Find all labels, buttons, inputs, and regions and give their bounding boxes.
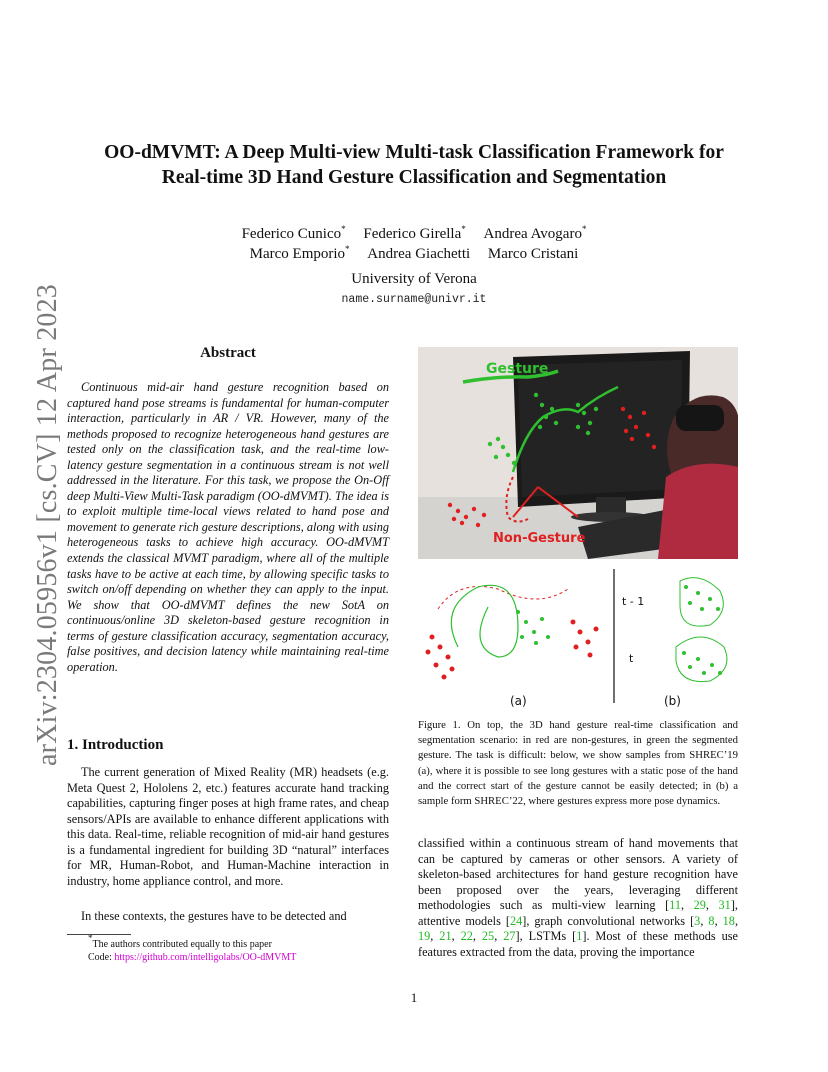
- author: Andrea Avogaro*: [483, 224, 587, 242]
- author: Federico Girella*: [363, 224, 466, 242]
- citation-link[interactable]: 11: [669, 898, 682, 913]
- title-line-1: OO-dMVMT: A Deep Multi-view Multi-task Classification Framework for: [104, 142, 724, 163]
- citation-link[interactable]: 29: [693, 898, 706, 913]
- citation-link[interactable]: 21: [439, 929, 452, 944]
- author-row-1: [150, 224, 678, 244]
- panel-b-skeletons: [676, 578, 727, 682]
- author: Federico Cunico*: [241, 224, 346, 242]
- figure-illustration: [418, 347, 738, 709]
- citation-link[interactable]: 8: [708, 913, 715, 928]
- author: Marco Cristani: [487, 246, 579, 262]
- label-b: (b): [664, 694, 681, 708]
- citation-link[interactable]: 1: [576, 929, 583, 944]
- email: name.surname@univr.it: [341, 293, 487, 306]
- figure-1-caption: Figure 1. On top, the 3D hand gesture real-time classification and segmentation scenario: in red are non-gestures, in green the segmented gesture. The task is difficult: below, we show samples from SHREC’19 (a), where it is possible to see long gestures with a static pose of the hand and the correct start of the gesture cannot be easily detected; in (b) a sample form SHREC’22, where gestures express more pose dynamics.: [418, 719, 738, 808]
- citation-link[interactable]: 31: [718, 898, 731, 913]
- citation-link[interactable]: 19: [418, 929, 431, 944]
- intro-paragraph-1: The current generation of Mixed Reality (MR) headsets (e.g. Meta Quest 2, Hololens 2, etc.) features accurate hand tracking capabilities, capturing finger poses at high frame rates, and cheap sensors/APIs are available to enhance different applications with this data. Real-time, reliable recognition of mid-air hand gestures is a fundamental ingredient for building 3D “natural” interfaces for MR, Human-Robot, and Human-Machine interaction in industry, home appliance control, and more.: [67, 765, 389, 888]
- paper-title: [60, 140, 768, 190]
- figure-photo: [418, 347, 738, 559]
- label-gesture: Gesture: [486, 361, 549, 377]
- arxiv-id: arXiv:2304.05956v1 [cs.CV] 12 Apr 2023: [32, 283, 63, 767]
- section-heading-introduction: 1. Introduction: [67, 737, 164, 753]
- abstract-heading: Abstract: [200, 345, 256, 361]
- author-row-2: [150, 244, 678, 264]
- citation-link[interactable]: 22: [460, 929, 473, 944]
- right-column-paragraph: classified within a continuous stream of hand movements that can be captured by cameras or other sensors. A variety of skeleton-based architectures for hand gesture recognition have been proposed over the years, leveraging different methodologies such as multi-view learning [11, 29, 31], attentive models [24], graph convolutional networks [3, 8, 18, 19, 21, 22, 25, 27], LSTMs [1]. Most of these methods use features extracted from the data, proving the importance: [418, 836, 739, 959]
- abstract-text: Continuous mid-air hand gesture recognition based on captured hand pose streams is fundamental for human-computer interaction, particularly in AR / VR. However, many of the methods proposed to recognize heterogeneous hand gestures are tested only on the classification task, and the real-time low-latency gesture segmentation in a continuous stream is not well addressed in the literature. For this task, we propose the On-Off deep Multi-View Multi-Task paradigm (OO-dMVMT). The idea is to exploit multiple time-local views related to hand pose and movement to generate rich gesture descriptions, along with using heterogeneous tasks to achieve high accuracy. OO-dMVMT extends the classical MVMT paradigm, where all of the multiple tasks have to be active at each time, by allowing specific tasks to switch on/off depending on whether they can apply to the input. We show that OO-dMVMT defines the new SotA on continuous/online 3D skeleton-based gesture recognition in terms of gesture classification accuracy, segmentation accuracy, false positives, and decision latency while maintaining real-time operation.: [67, 380, 389, 674]
- footnote-authors: *The authors contributed equally to this paper: [88, 933, 272, 950]
- affiliation: University of Verona: [351, 271, 477, 287]
- label-non-gesture: Non-Gesture: [493, 531, 586, 546]
- label-t-minus-1: t - 1: [622, 595, 645, 608]
- citation-link[interactable]: 25: [481, 929, 495, 944]
- author: Marco Emporio*: [249, 244, 350, 262]
- panel-a-skeletons: [426, 585, 598, 679]
- citation-link[interactable]: 18: [722, 913, 735, 928]
- label-a: (a): [510, 694, 527, 708]
- title-line-2: Real-time 3D Hand Gesture Classification and Segmentation: [161, 167, 667, 188]
- footnote-rule: [67, 934, 131, 935]
- footnote-code: Code: https://github.com/intelligolabs/OO-dMVMT: [88, 952, 297, 963]
- author: Andrea Giachetti: [367, 246, 471, 262]
- citation-link[interactable]: 3: [694, 913, 701, 928]
- intro-paragraph-2: In these contexts, the gestures have to be detected and: [81, 909, 347, 923]
- author-list: [150, 224, 678, 264]
- page-number: 1: [410, 990, 418, 1005]
- code-link[interactable]: https://github.com/intelligolabs/OO-dMVMT: [114, 952, 297, 963]
- citation-link[interactable]: 27: [503, 929, 516, 944]
- citation-link[interactable]: 24: [509, 913, 523, 928]
- label-t: t: [629, 652, 634, 665]
- figure-1: [418, 347, 738, 709]
- arxiv-stamp: [28, 283, 68, 767]
